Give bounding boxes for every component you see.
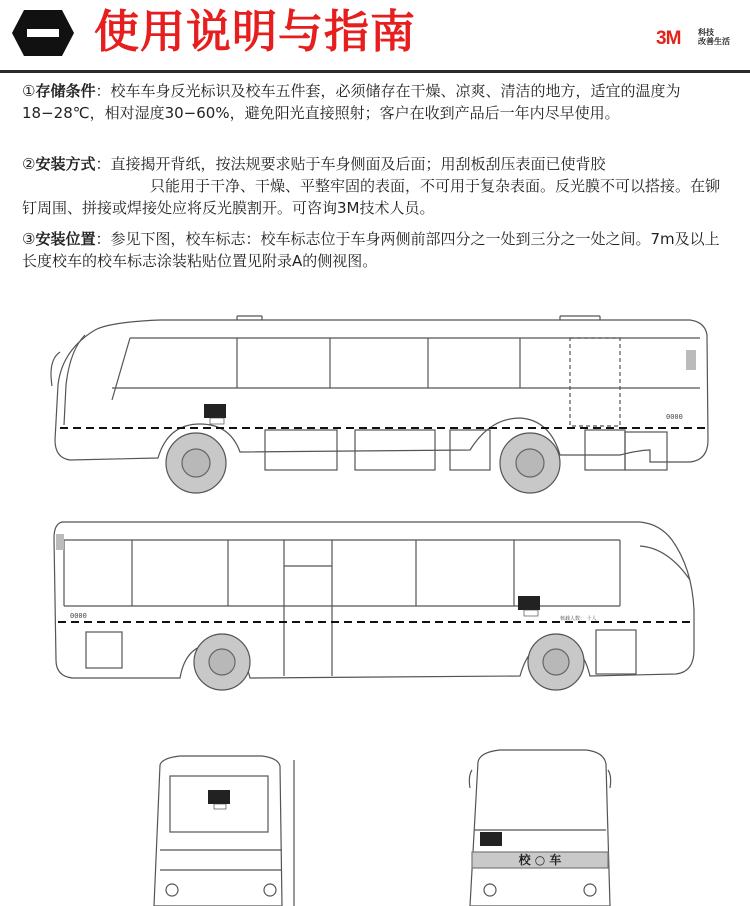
slogan-line-1: 科技 xyxy=(698,28,714,37)
page-title: 使用说明与指南 xyxy=(94,5,417,58)
section-text-continued: 只能用于干净、干燥、平整牢固的表面，不可用于复杂表面。反光膜不可以搭接。在铆钉周围、拼接或焊接处应将反光膜割开。可咨询3M技术人员。 xyxy=(22,177,721,217)
brand-mark: 3M xyxy=(656,28,681,49)
section-label: 存储条件 xyxy=(35,82,96,100)
section-number: ① xyxy=(22,82,36,100)
bus-side-view-left xyxy=(51,316,708,493)
header-divider xyxy=(0,70,750,73)
school-bus-diagram xyxy=(0,290,750,906)
page-header xyxy=(0,0,750,70)
section-number: ② xyxy=(22,155,36,173)
front-band-text: 校 ○ 车 xyxy=(518,853,562,867)
install-position-section xyxy=(22,228,734,272)
brand-logo xyxy=(656,28,730,50)
bus-front-view xyxy=(469,750,610,906)
bus-rear-view xyxy=(154,756,294,906)
side-code-label: 0000 xyxy=(666,413,683,421)
capacity-note: 核载人数： 十人 xyxy=(560,616,597,622)
slogan-line-2: 改善生活 xyxy=(698,37,730,46)
section-label: 安装位置 xyxy=(35,230,96,248)
section-text: ：参见下图，校车标志：校车标志位于车身两侧前部四分之一处到三分之一处之间。7m及以上长度校车的校车标志涂装粘贴位置见附录A的侧视图。 xyxy=(22,230,720,270)
brand-slogan xyxy=(698,28,730,46)
side-code-label: 0000 xyxy=(70,612,87,620)
bus-side-view-right xyxy=(54,522,694,690)
section-label: 安装方式 xyxy=(35,155,96,173)
section-number: ③ xyxy=(22,230,36,248)
section-text: ：直接揭开背纸，按法规要求贴于车身侧面及后面；用刮板刮压表面已使背胶 xyxy=(95,155,606,173)
section-text: ：校车车身反光标识及校车五件套，必须储存在干燥、凉爽、清洁的地方，适宜的温度为18−28℃，相对湿度30−60%，避免阳光直接照射；客户在收到产品后一年内尽早使用。 xyxy=(22,82,681,122)
hexagon-logo-icon xyxy=(10,8,76,58)
install-method-section xyxy=(22,153,734,219)
storage-section xyxy=(22,80,734,124)
